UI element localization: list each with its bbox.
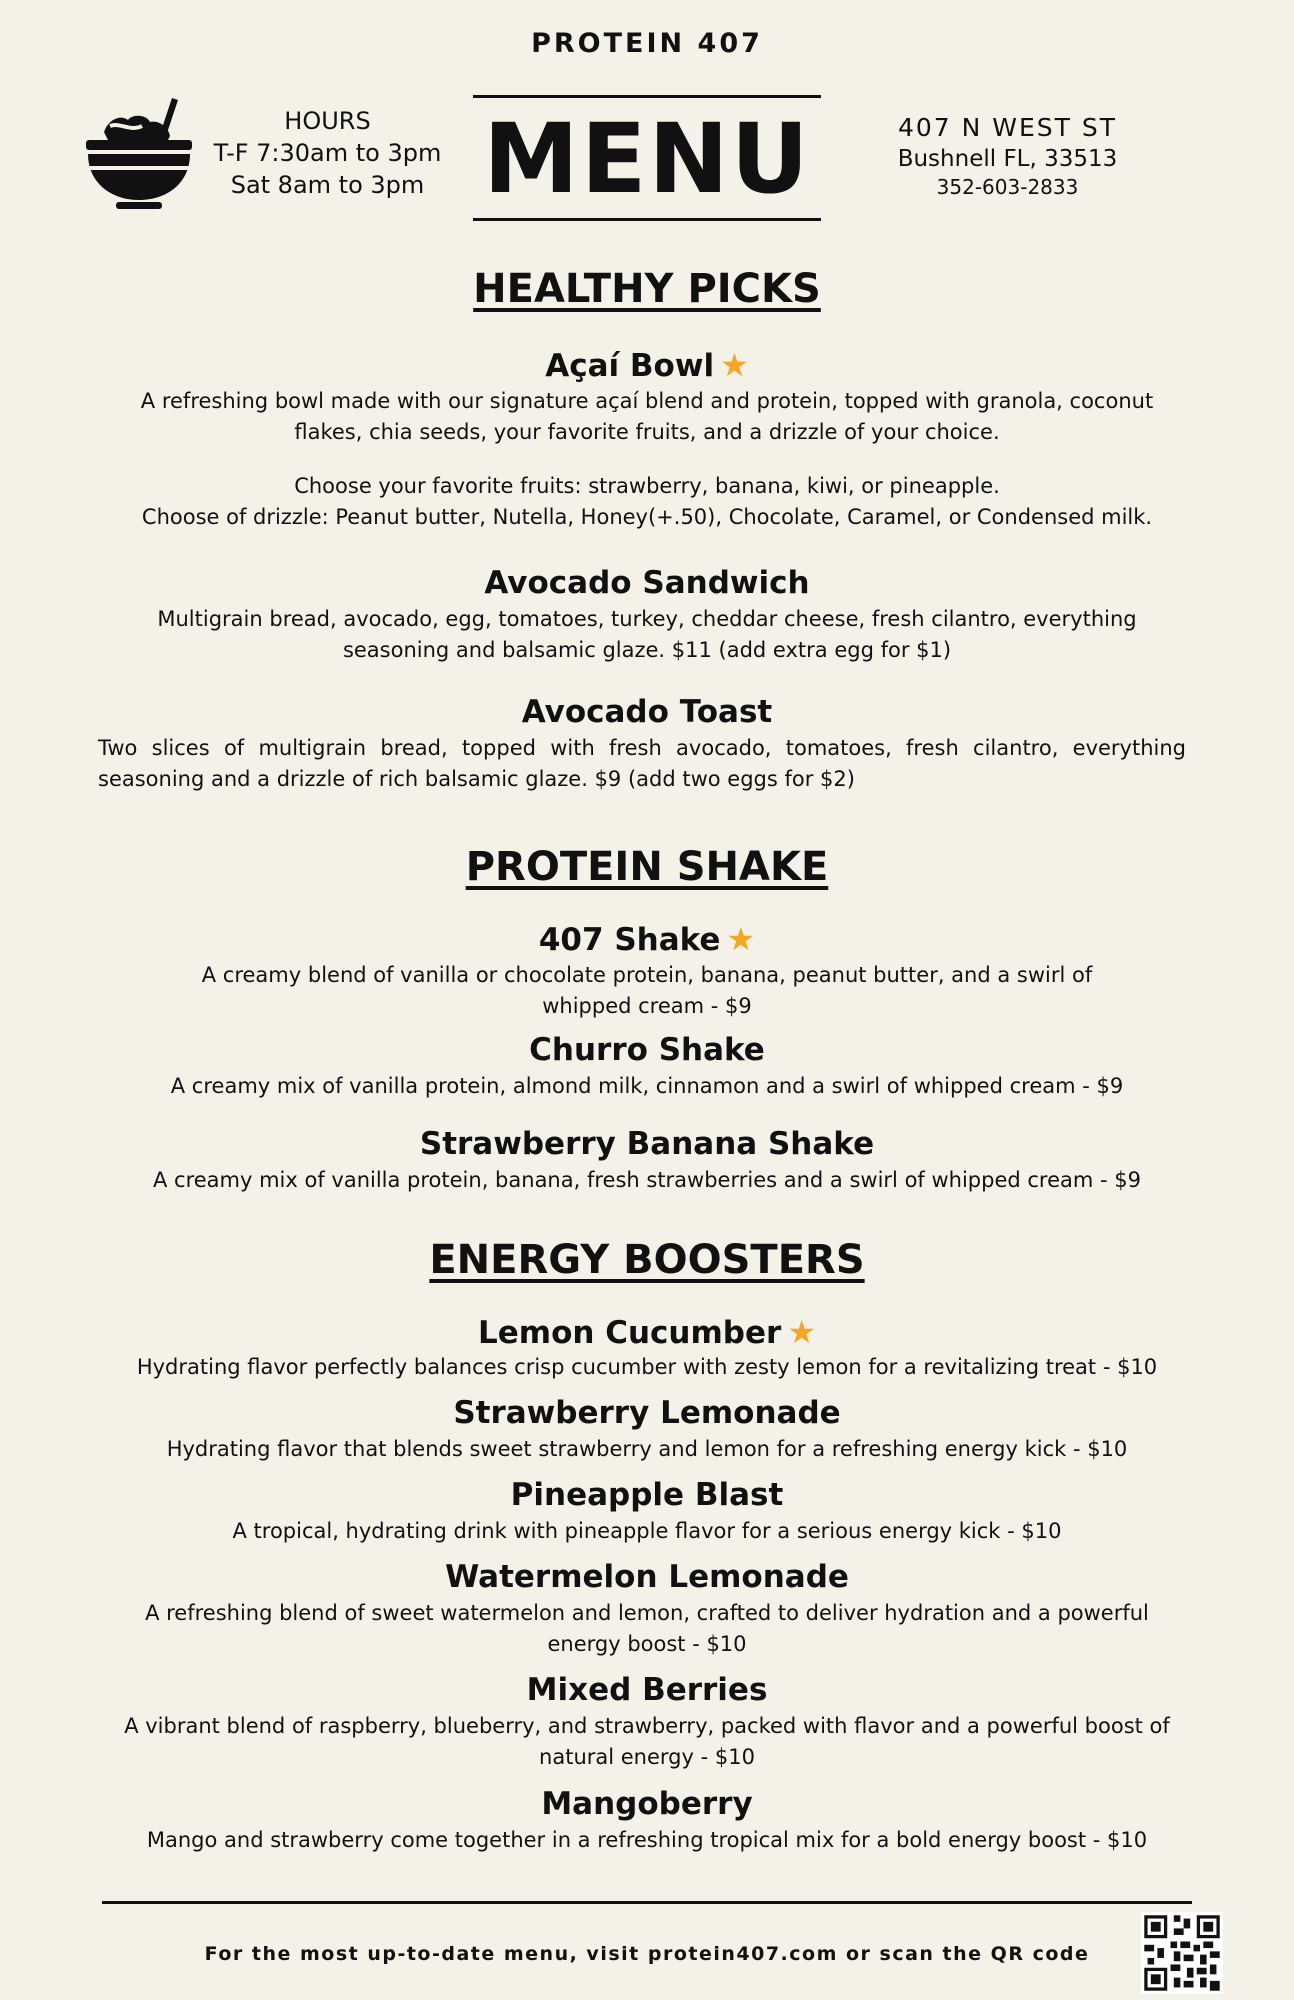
item-desc-strawberry-banana-shake: A creamy mix of vanilla protein, banana, fresh strawberries and a swirl of whipped cream - $9 [152,1168,1141,1192]
item-desc-churro-shake: A creamy mix of vanilla protein, almond milk, cinnamon and a swirl of whipped cream - $9 [170,1074,1124,1098]
item-desc-acai-bowl [100,386,1194,448]
footer-divider [102,1901,1192,1904]
desc-line: Choose of drizzle: Peanut butter, Nutella, Honey(+.50), Chocolate, Caramel, or Condensed milk. [141,505,1153,529]
item-name-avocado-toast: Avocado Toast [521,694,773,730]
item-name-407-shake [0,920,1294,958]
address-city: Bushnell FL, 33513 [897,146,1118,172]
desc-line: A refreshing blend of sweet watermelon and lemon, crafted to deliver hydration and a powerful [145,1601,1149,1625]
item-name-mangoberry: Mangoberry [541,1786,753,1822]
hours-label: HOURS [284,107,371,135]
item-name-watermelon-lemonade: Watermelon Lemonade [445,1559,849,1595]
address-street: 407 N WEST ST [897,113,1118,142]
desc-line: seasoning and balsamic glaze. $11 (add extra egg for $1) [342,638,952,662]
desc-line: Choose your favorite fruits: strawberry, banana, kiwi, or pineapple. [294,474,1000,498]
item-name-churro-shake: Churro Shake [529,1032,765,1068]
desc-line: flakes, chia seeds, your favorite fruits, and a drizzle of your choice. [294,420,1000,444]
item-name-lemon-cucumber [0,1313,1294,1351]
item-name-acai-bowl [0,346,1294,384]
item-desc-pineapple-blast: A tropical, hydrating drink with pineapple flavor for a serious energy kick - $10 [232,1519,1062,1543]
item-name-strawberry-lemonade: Strawberry Lemonade [453,1395,841,1431]
item-name-text: 407 Shake [538,922,721,958]
item-name-text: Açaí Bowl [545,348,715,384]
desc-line: Two slices of multigrain bread, topped with fresh avocado, tomatoes, fresh cilantro, everything [98,736,1186,760]
hours-block [205,105,450,201]
desc-line: A creamy blend of vanilla or chocolate protein, banana, peanut butter, and a swirl of [201,963,1093,987]
desc-line: energy boost - $10 [547,1632,747,1656]
hours-weekday: T-F 7:30am to 3pm [213,139,442,167]
desc-line: whipped cream - $9 [542,994,752,1018]
item-name-avocado-sandwich: Avocado Sandwich [484,565,810,601]
item-desc-lemon-cucumber: Hydrating flavor perfectly balances crisp cucumber with zesty lemon for a revitalizing treat - $10 [136,1355,1158,1379]
item-desc-avocado-sandwich [100,604,1194,666]
item-desc-watermelon-lemonade [100,1598,1194,1660]
desc-line: seasoning and a drizzle of rich balsamic glaze. $9 (add two eggs for $2) [98,767,855,791]
desc-line: Multigrain bread, avocado, egg, tomatoes, turkey, cheddar cheese, fresh cilantro, everything [157,607,1137,631]
item-desc-mangoberry: Mango and strawberry come together in a refreshing tropical mix for a bold energy boost - $10 [146,1828,1148,1852]
footer-text: For the most up-to-date menu, visit protein407.com or scan the QR code [204,1943,1090,1965]
star-icon: ★ [726,920,756,958]
item-desc-407-shake [100,960,1194,1022]
bowl-icon [80,96,198,218]
item-choices-acai-bowl [100,471,1194,533]
item-name-mixed-berries: Mixed Berries [526,1672,768,1708]
desc-line: A refreshing bowl made with our signature açaí blend and protein, topped with granola, coconut [140,389,1154,413]
item-name-strawberry-banana-shake: Strawberry Banana Shake [419,1126,875,1162]
star-icon: ★ [787,1313,816,1351]
address-phone: 352-603-2833 [936,175,1079,199]
menu-title: MENU [473,95,821,221]
star-icon: ★ [720,346,749,384]
desc-line: A vibrant blend of raspberry, blueberry, and strawberry, packed with flavor and a powerful boost of [124,1714,1170,1738]
section-title-energy-boosters: ENERGY BOOSTERS [429,1237,865,1283]
item-name-pineapple-blast: Pineapple Blast [510,1477,784,1513]
item-desc-strawberry-lemonade: Hydrating flavor that blends sweet strawberry and lemon for a refreshing energy kick - $10 [166,1437,1128,1461]
item-name-text: Lemon Cucumber [478,1315,782,1351]
hours-saturday: Sat 8am to 3pm [230,171,425,199]
qr-code-icon[interactable] [1141,1912,1223,1994]
section-title-protein-shake: PROTEIN SHAKE [465,844,829,890]
section-title-healthy-picks: HEALTHY PICKS [473,266,821,312]
address-block [865,112,1150,200]
item-desc-avocado-toast [98,733,1186,795]
item-desc-mixed-berries [100,1711,1194,1773]
desc-line: natural energy - $10 [539,1745,755,1769]
brand-name: PROTEIN 407 [531,28,763,59]
